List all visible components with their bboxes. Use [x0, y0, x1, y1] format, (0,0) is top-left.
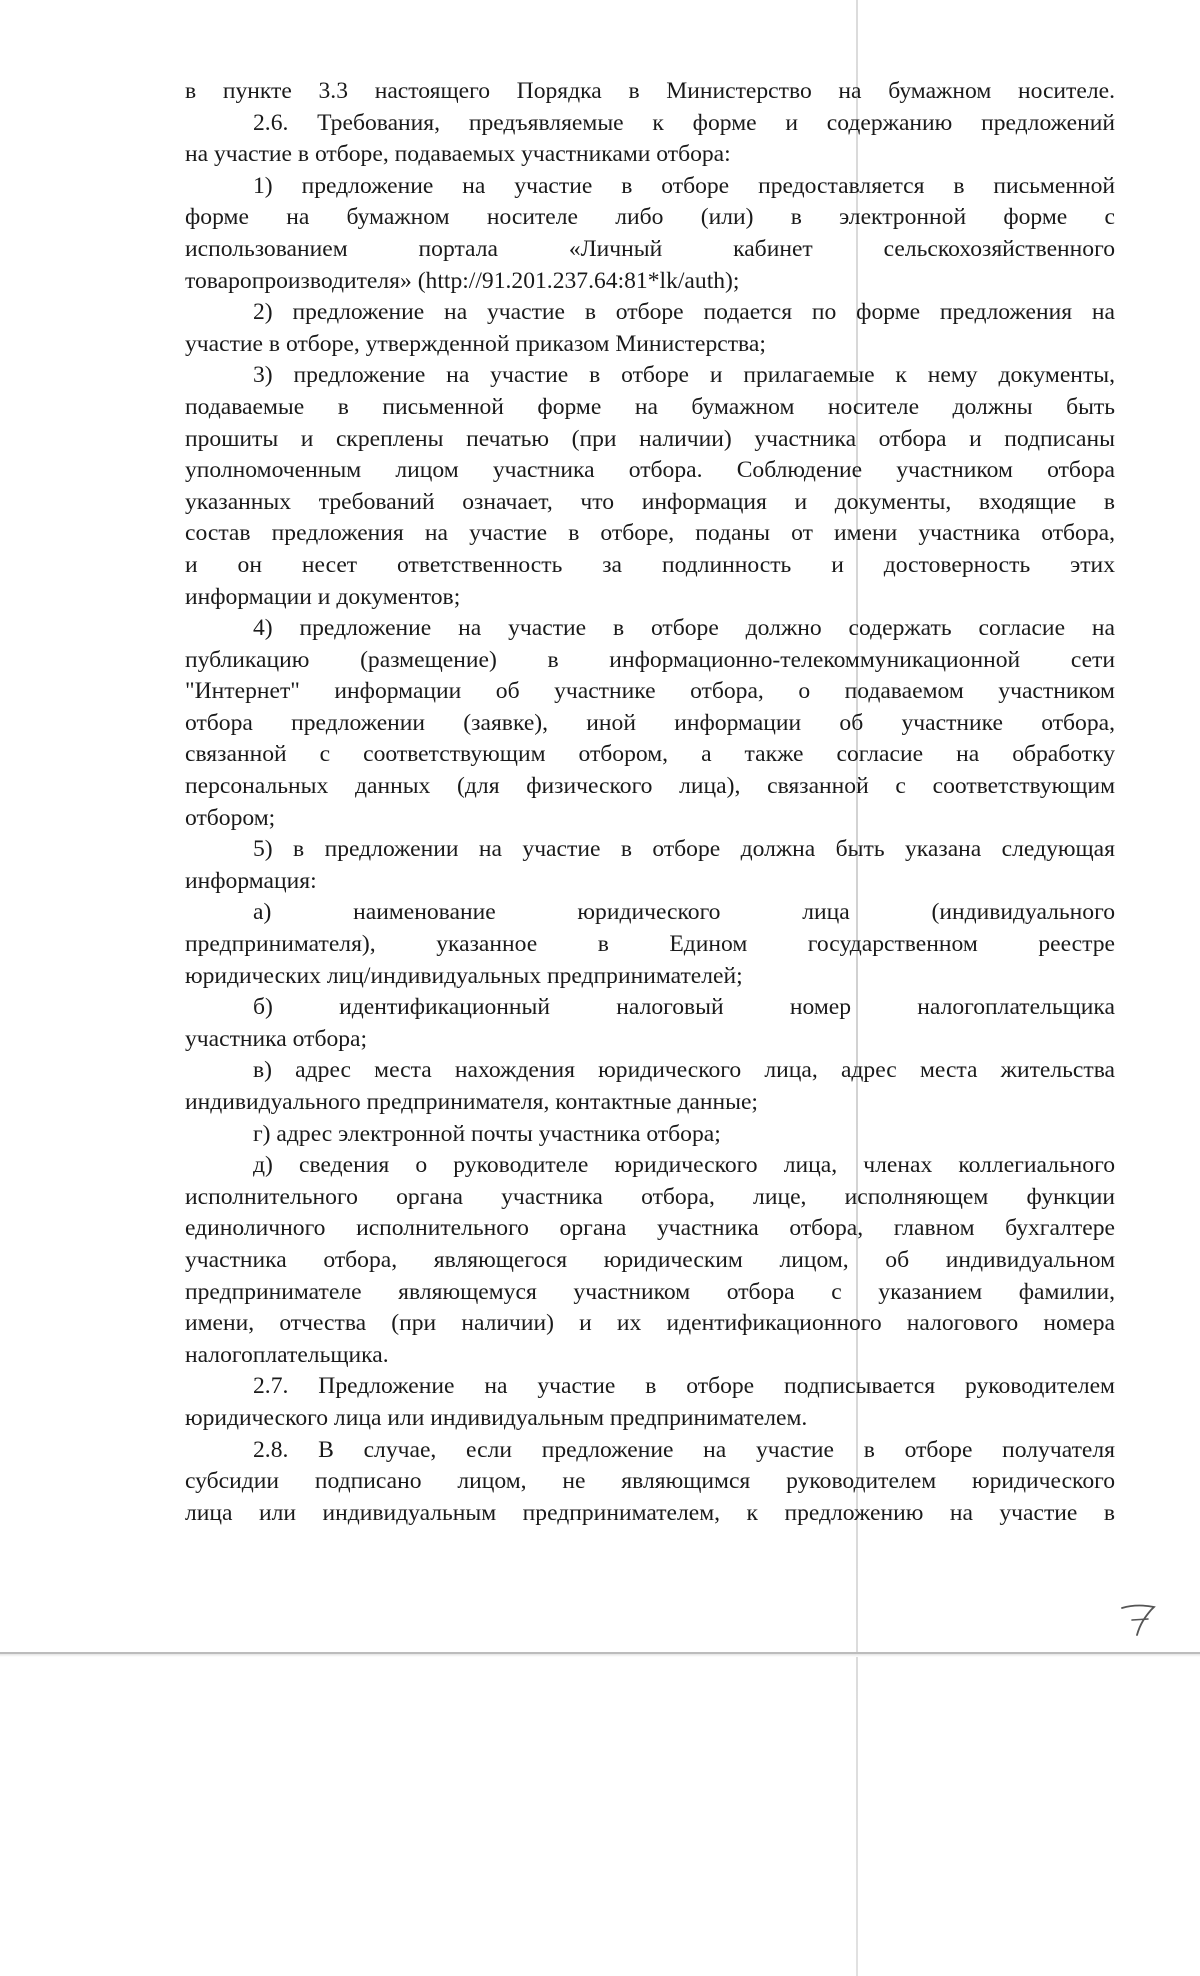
document-line: 2.8. В случае, если предложение на участие в отборе получателя — [253, 1436, 1115, 1463]
document-line: и он несет ответственность за подлинность и достоверность этих — [185, 551, 1115, 578]
document-line: б) идентификационный налоговый номер налогоплательщика — [253, 994, 1115, 1021]
document-line: 2.6. Требования, предъявляемые к форме и содержанию предложений — [253, 109, 1115, 136]
document-line: налогоплательщика. — [185, 1341, 389, 1368]
document-line: 4) предложение на участие в отборе должно содержать согласие на — [253, 615, 1115, 642]
document-line: предпринимателя), указанное в Едином государственном реестре — [185, 931, 1115, 958]
document-line: участие в отборе, утвержденной приказом Министерства; — [185, 330, 766, 357]
document-line: участника отбора; — [185, 1025, 368, 1052]
document-line: в) адрес места нахождения юридического лица, адрес места жительства — [253, 1057, 1115, 1084]
document-line: индивидуального предпринимателя, контактные данные; — [185, 1089, 758, 1115]
document-line: отбора предложении (заявке), иной информации об участнике отбора, — [185, 709, 1115, 736]
document-line: 2.7. Предложение на участие в отборе подписывается руководителем — [253, 1373, 1115, 1400]
document-line: "Интернет" информации об участнике отбора, о подаваемом участником — [185, 678, 1115, 705]
document-page — [185, 76, 1115, 1529]
handwritten-page-number — [1118, 1602, 1158, 1638]
document-line: персональных данных (для физического лица), связанной с соответствующим — [185, 773, 1115, 800]
document-line: состав предложения на участие в отборе, поданы от имени участника отбора, — [185, 520, 1115, 547]
scan-page-edge-shadow — [0, 1654, 1200, 1657]
document-line: на участие в отборе, подаваемых участниками отбора: — [185, 141, 731, 168]
document-line: юридического лица или индивидуальным предпринимателем. — [185, 1404, 808, 1431]
document-line: указанных требований означает, что информация и документы, входящие в — [185, 488, 1115, 515]
document-line: 5) в предложении на участие в отборе должна быть указана следующая — [253, 836, 1115, 863]
document-line: д) сведения о руководителе юридического лица, членах коллегиального — [253, 1152, 1115, 1179]
document-line: 3) предложение на участие в отборе и прилагаемые к нему документы, — [253, 362, 1115, 389]
document-line: 2) предложение на участие в отборе подается по форме предложения на — [253, 299, 1115, 326]
document-line: отбором; — [185, 804, 276, 831]
document-line: товаропроизводителя» (http://91.201.237.64:81*lk/auth); — [185, 267, 740, 294]
document-line: исполнительного органа участника отбора, лице, исполняющем функции — [185, 1183, 1115, 1210]
document-line: 1) предложение на участие в отборе предоставляется в письменной — [253, 172, 1115, 199]
document-line: предпринимателе являющемуся участником отбора с указанием фамилии, — [185, 1278, 1115, 1305]
document-line: участника отбора, являющегося юридическим лицом, об индивидуальном — [185, 1246, 1115, 1273]
document-line: публикацию (размещение) в информационно-телекоммуникационной сети — [185, 646, 1115, 673]
document-line: г) адрес электронной почты участника отбора; — [253, 1120, 721, 1147]
document-line: лица или индивидуальным предпринимателем, к предложению на участие в — [185, 1499, 1115, 1526]
document-line: единоличного исполнительного органа участника отбора, главном бухгалтере — [185, 1215, 1115, 1242]
document-line: юридических лиц/индивидуальных предпринимателей; — [185, 962, 743, 989]
document-line: а) наименование юридического лица (индивидуального — [253, 899, 1115, 926]
document-line: прошиты и скреплены печатью (при наличии) участника отбора и подписаны — [185, 425, 1115, 452]
document-line: в пункте 3.3 настоящего Порядка в Министерство на бумажном носителе. — [185, 78, 1115, 104]
document-line: связанной с соответствующим отбором, а также согласие на обработку — [185, 741, 1115, 768]
document-line: информации и документов; — [185, 583, 461, 610]
document-line: уполномоченным лицом участника отбора. Соблюдение участником отбора — [185, 457, 1115, 484]
document-line: форме на бумажном носителе либо (или) в электронной форме с — [185, 204, 1115, 231]
document-line: субсидии подписано лицом, не являющимся руководителем юридического — [185, 1468, 1115, 1495]
document-line: подаваемые в письменной форме на бумажном носителе должны быть — [185, 393, 1115, 420]
document-line: имени, отчества (при наличии) и их идентификационного налогового номера — [185, 1310, 1115, 1337]
document-line: использованием портала «Личный кабинет сельскохозяйственного — [185, 235, 1115, 262]
document-line: информация: — [185, 867, 317, 894]
